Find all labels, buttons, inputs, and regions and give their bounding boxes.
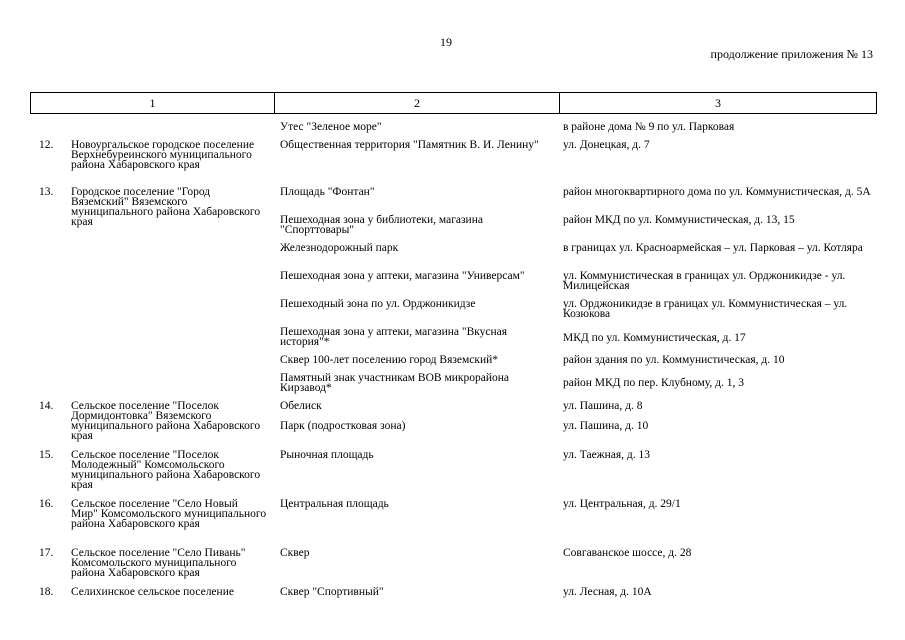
municipality: Сельское поселение "Поселок Дормидонтовка" Вяземского муниципального района Хабаровского края: [71, 400, 261, 442]
row-number: 17.: [39, 547, 54, 559]
address: ул. Центральная, д. 29/1: [563, 498, 681, 510]
territory-name: Общественная территория "Памятник В. И. Ленину": [280, 139, 539, 151]
address: в районе дома № 9 по ул. Парковая: [563, 121, 735, 133]
territory-name: Центральная площадь: [280, 498, 389, 510]
territory-name: Площадь "Фонтан": [280, 186, 375, 198]
address: ул. Лесная, д. 10А: [563, 586, 652, 598]
continuation-note: продолжение приложения № 13: [710, 47, 873, 61]
row-number: 12.: [39, 139, 54, 151]
address: ул. Орджоникидзе в границах ул. Коммунистическая – ул. Козюкова: [563, 298, 848, 320]
territory-name: Пешеходная зона у аптеки, магазина "Вкусная история"*: [280, 326, 508, 348]
territory-name: Пешеходный зона по ул. Орджоникидзе: [280, 298, 476, 310]
territory-name: Пешеходная зона у библиотеки, магазина "Спорттовары": [280, 214, 483, 236]
row-number: 15.: [39, 449, 54, 461]
column-header-3: 3: [559, 93, 876, 113]
address: в границах ул. Красноармейская – ул. Парковая – ул. Котляра: [563, 242, 863, 254]
address: ул. Пашина, д. 10: [563, 420, 649, 432]
territory-name: Рыночная площадь: [280, 449, 374, 461]
municipality: Городское поселение "Город Вяземский" Вяземского муниципального района Хабаровского края: [71, 186, 261, 228]
address: район многоквартирного дома по ул. Коммунистическая, д. 5А: [563, 186, 871, 198]
address: Совгаванское шоссе, д. 28: [563, 547, 692, 559]
territory-name: Парк (подростковая зона): [280, 420, 406, 432]
territory-name: Сквер 100-лет поселению город Вяземский*: [280, 354, 499, 366]
address: район МКД по пер. Клубному, д. 1, 3: [563, 377, 744, 389]
column-header-2: 2: [274, 93, 559, 113]
municipality: Сельское поселение "Село Пивань" Комсомольского муниципального района Хабаровского края: [71, 547, 246, 579]
row-number: 16.: [39, 498, 54, 510]
territory-name: Обелиск: [280, 400, 322, 412]
address: ул. Таежная, д. 13: [563, 449, 651, 461]
table-header: [30, 92, 877, 114]
municipality: Сельское поселение "Поселок Молодежный" Комсомольского муниципального района Хабаровского края: [71, 449, 261, 491]
municipality: Новоургальское городское поселение Верхнебуреинского муниципального района Хабаровского края: [71, 139, 255, 171]
address: ул. Донецкая, д. 7: [563, 139, 650, 151]
territory-name: Памятный знак участникам ВОВ микрорайона Кирзавод*: [280, 372, 509, 394]
address: МКД по ул. Коммунистическая, д. 17: [563, 332, 746, 344]
territory-name: Железнодорожный парк: [280, 242, 399, 254]
municipality: Селихинское сельское поселение: [71, 586, 234, 598]
address: ул. Коммунистическая в границах ул. Орджоникидзе - ул. Милицейская: [563, 270, 846, 292]
row-number: 18.: [39, 586, 54, 598]
territory-name: Сквер: [280, 547, 310, 559]
territory-name: Сквер "Спортивный": [280, 586, 384, 598]
address: район МКД по ул. Коммунистическая, д. 13, 15: [563, 214, 795, 226]
municipality: Сельское поселение "Село Новый Мир" Комсомольского муниципального района Хабаровского края: [71, 498, 267, 530]
address: район здания по ул. Коммунистическая, д. 10: [563, 354, 785, 366]
page-number: 19: [440, 35, 452, 49]
territory-name: Утес "Зеленое море": [280, 121, 382, 133]
row-number: 13.: [39, 186, 54, 198]
territory-name: Пешеходная зона у аптеки, магазина "Универсам": [280, 270, 525, 282]
column-header-1: 1: [149, 96, 156, 110]
address: ул. Пашина, д. 8: [563, 400, 643, 412]
row-number: 14.: [39, 400, 54, 412]
